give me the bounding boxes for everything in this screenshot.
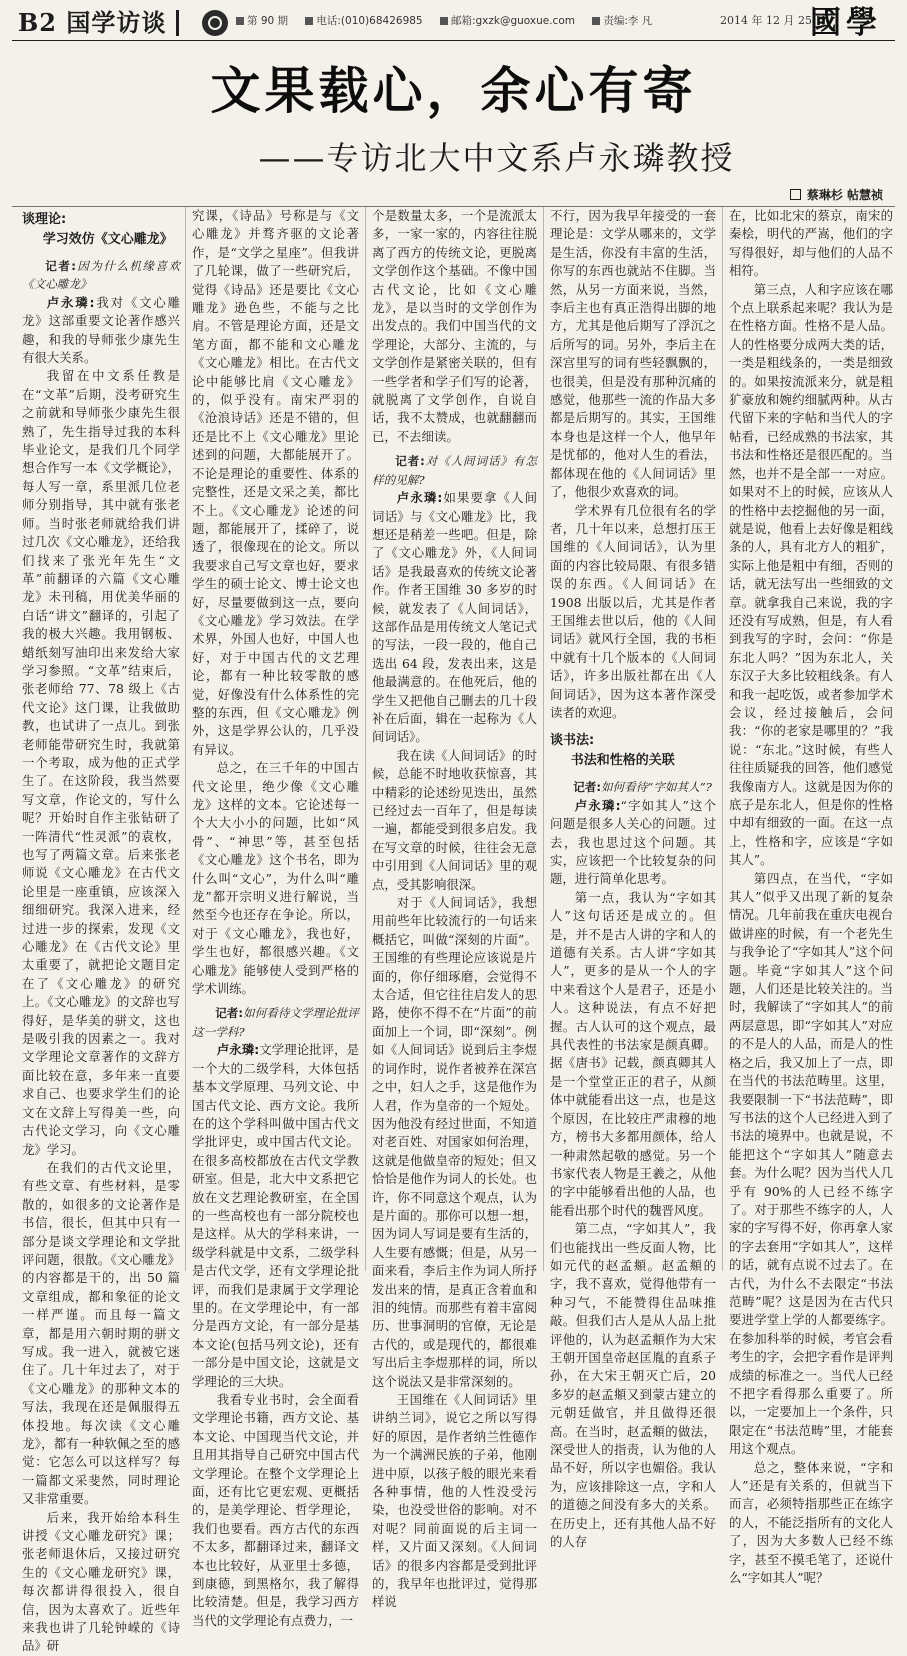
interviewer-question: 记者:因为什么机缘喜欢《文心雕龙》: [22, 259, 180, 292]
interviewer-question: 记者:如何看待“字如其人”?: [573, 780, 712, 795]
masthead-logo: 國學: [810, 5, 882, 41]
column-1: [22, 207, 180, 1654]
paragraph: 不行，因为我早年接受的一套理论是：文学从哪来的，文学是生活，你没有丰富的生活，你写的东西也就站不住脚。当然，从另一方面来说，当然，李后主也有真正浩得出脚的地方，尤其是他后期写了浮沉之后所写的词。另外，李后主在深宫里写的词有些轻飘飘的，也很美，但是没有那种沉痛的感觉，他那些一流的作品大多都是后期写的。其实，王国维本身也是这样一个人，他早年是忧郁的，他对人生的看法，都体现在他的《人间词话》里了，他很少欢喜欢的词。: [550, 208, 716, 500]
paragraph: 在，比如北宋的蔡京，南宋的秦桧，明代的严嵩，他们的字写得很好，却与他们的人品不相符。: [729, 208, 893, 279]
paragraph: 我在读《人间词话》的时候，总能不时地收获惊喜，其中精彩的论述纷见迭出，虽然已经过去一百年了，但是每读一遍，都能受到很多启发。我在写文章的时候，往往会无意中引用到《人间词话》里的观点，受其影响很深。: [372, 747, 537, 892]
column-divider: [365, 207, 366, 1271]
seal-icon: [202, 10, 228, 36]
column-divider: [543, 207, 544, 1271]
paragraph: 对于《人间词话》，我想用前些年比较流行的一句话来概括它，叫做“深刻的片面”。王国维的有些理论应该说是片面的，你仔细琢磨，会觉得不太合适，但它往往启发人的思路，使你不得不在“片面”的前面加上一个词，即“深刻”。例如《人间词话》说到后主李煜的词作时，说作者被养在深宫之中，妇人之手，这是他作为人君，作为皇帝的一个短处。因为他没有经过世面，不知道对老百姓、对国家如何治理，这就是他做皇帝的短处；但又恰恰是他作为词人的长处。也许，你不同意这个观点，认为是片面的。那你可以想一想，因为词人写词是要有生活的，人生要有感慨；但是，从另一面来看，李后主作为词人所抒发出来的情，是真正含着血和泪的纯情。而那些有着丰富阅历、世事洞明的官僚，无论是古代的，或是现代的，都很难写出后主李煜那样的词，所以这个说法又是非常深刻的。: [372, 895, 537, 1389]
paragraph: 第二点，“字如其人”，我们也能找出一些反面人物，比如元代的赵孟頫。赵孟頫的字，我不喜欢，觉得他带有一种习气，不能赞得住品味推敲。但我们古人是从人品上批评他的，认为赵孟頫作为大宋王朝开国皇帝赵匡胤的直系子孙，在大宋王朝灭亡后，20 多岁的赵孟頫又到蒙古建立的元朝廷做官，并且做得还很高。在当时，赵孟頫的做法，深受世人的指责，认为他的人品不好，所以字也媚俗。我认为，应该排除这一点，字和人的道德之间没有多大的关系。在历史上，还有其他人品不好的人存: [550, 1221, 716, 1550]
column-2: [192, 207, 359, 1628]
email-address: 邮箱:gxzk@guoxue.com: [440, 15, 575, 27]
paragraph: 后来，我开始给本科生讲授《文心雕龙研究》课；张老师退休后，又接过研究生的《文心雕龙研究》课，每次都讲得很投入，很自信，因为太喜欢了。近些年来我也讲了几轮钟嵘的《诗品》研: [22, 1509, 180, 1654]
paragraph: 第三点，人和字应该在哪个点上联系起来呢？我认为是在性格方面。性格不是人品。人的性格要分成两大类的话，一类是粗线条的，一类是细致的。如果按流派来分，就是粗犷豪放和婉约细腻两种。从古代留下来的字帖和当代人的字帖看，已经成熟的书法家，其书法和性格还是很匹配的。当然，也并不是全部一一对应。如果对不上的时候，应该从人的性格中去挖掘他的另一面，就是说，他看上去好像是粗线条的人，具有北方人的粗犷，实际上他是粗中有细，否则的话，就无法写出一些细致的文章。就拿我自己来说，我的字还没有写成熟，但是，有人看到我写的字时，会问：“你是东北人吗？”因为东北人，关东汉子大多比较粗线条。有人和我一起吃饭，或者参加学术会议，经过接触后，会问我：“你的老家是哪里的？”我说：“东北。”这时候，有些人往往质疑我的回答，他们感觉我像南方人。这就是因为你的底子是东北人，但是你的性格中却有细致的一面。在这一点上，性格和字，应该是“字如其人”。: [729, 281, 893, 868]
paragraph: 第四点，在当代，“字如其人”似乎又出现了新的复杂情况。几年前我在重庆电视台做讲座的时候，有一个老先生与我争论了“字如其人”这个问题。毕竟“字如其人”这个问题，人们还是比较关注的。当时，我解读了“字如其人”的前两层意思，即“字如其人”对应的不是人的人品，而是人的性格之后，我又加上了一点，即在当代的书法范畴里。这里，我要限制一下“书法范畴”，即写书法的这个人已经进入到了书法的境界中。也就是说，不能把这个“字如其人”随意去套。为什么呢？因为当代人几乎有 90%的人已经不练字了。对于那些不练字的人，人家的字写得不好，你再拿人家的字去套用“字如其人”，这样的话，就有点说不过去了。在古代，为什么不去限定“书法范畴”呢？这是因为在古代只要进学堂上学的人都要练字。在参加科举的时候，考官会看考生的字，会把字看作是评判成绩的标准之一。当代人已经不把字看得那么重要了。所以，一定要加上一个条件，只限定在“书法范畴”里，才能套用这个观点。: [729, 870, 893, 1457]
column-4: [550, 207, 716, 1550]
paragraph: 学术界有几位很有名的学者，几十年以来，总想打压王国维的《人间词话》，认为里面的内容比较局限、有很多错误的东西。《人间词话》在 1908 出版以后，尤其是作者王国维去世以后，他的《人间词话》就风行全国，我的书柜中就有十几个版本的《人间词话》，许多出版社都在出《人间词话》，因为这本著作深受读者的欢迎。: [550, 502, 716, 720]
paragraph: 在我们的古代文论里，有些文章、有些材料，是零散的，如很多的文论著作是书信，很长，但其中只有一部分是谈文学理论和文学批评问题，很散。《文心雕龙》的内容都是干的，出 50 篇文章组成，都和象征的论文一样严谨。而且每一篇文章，都是用六朝时期的骈文写成。我一进入，就被它迷住了。几十年过去了，对于《文心雕龙》的那种文本的写法，我现在还是佩服得五体投地。每次读《文心雕龙》，都有一种软佩之至的感觉：它怎么可以这样写？每一篇都文采斐然，同时理论又非常重要。: [22, 1159, 180, 1507]
editor-name: 责编:李 凡: [592, 15, 652, 27]
page-section-label: B2 国学访谈: [18, 6, 179, 40]
column-3: [372, 207, 537, 1610]
issue-date: 2014 年 12 月 25 日: [720, 14, 827, 27]
interviewee-answer: 卢永璘:文学理论批评，是一个大的二级学科，大体包括基本文学原理、马列文论、中国古代文论、西方文论。我所在的这个学科叫做中国古代文学批评史，或中国古代文论。在很多高校都放在古代文学教研室。但是，北大中文系把它放在文艺理论教研室，在全国的一些高校也有一部分院校也是这样。从大的学科来讲，一级学科就是中文系，二级学科是古代文学，还有文学理论批评，而我们是隶属于文学理论里的。在文学理论中，有一部分是西方文论，有一部分是基本文论(包括马列文论)，还有一部分是中国文论，这就是文学理论的三大块。: [192, 1042, 359, 1389]
paragraph: 究课，《诗品》号称是与《文心雕龙》并骛齐驱的文论著作，是“文学之星座”。但我讲了几轮课，做了一些研究后，觉得《诗品》还是要比《文心雕龙》逊色些，不能与之比肩。不管是理论方面，还是文笔方面，都不能和文心雕龙《文心雕龙》相比。在古代文论中能够比肩《文心雕龙》的，似乎没有。南宋严羽的《沧浪诗话》还是不错的，但还是比不上《文心雕龙》里论述到的问题，大都能展开了。不论是理论的重要性、体系的完整性，还是文采之美，都比不上。《文心雕龙》论述的问题，都能展开了，揉碎了，说透了，很像现在的论文。所以我要求自己写文章也好，要求学生的硕士论文、博士论文也好，尽量要做到这一点，要向《文心雕龙》学习效法。在学术界，外国人也好，中国人也好，对于中国古代的文艺理论，都有一种比较零散的感觉，好像没有什么体系性的完整的东西，但《文心雕龙》例外，这是学界公认的，几乎没有异议。: [192, 208, 359, 757]
byline-authors: 蔡琳杉 帖慧祯: [806, 188, 883, 202]
article-subtitle: ——专访北大中文系卢永璘教授: [258, 139, 735, 177]
phone-number: 电话:(010)68426985: [305, 15, 422, 27]
interviewee-answer: 卢永璘:我对《文心雕龙》这部重要文论著作感兴趣，和我的导师张少康先生有很大关系。: [22, 294, 180, 366]
column-divider: [722, 207, 723, 1271]
section-heading: 谈书法: 书法和性格的关联: [550, 733, 675, 769]
article-title: 文果载心，余心有寄: [210, 62, 697, 120]
header-meta: [236, 14, 666, 28]
byline: [790, 187, 883, 203]
paragraph: 王国维在《人间词话》里讲纳兰词》，说它之所以写得好的原因，是作者纳兰性德作为一个满洲民族的子弟，他刚进中原，以孩子般的眼光来看各种事情，他的人性没受污染，也没受世俗的影响。对不对呢？同前面说的后主词一样，又片面又深刻。《人间词话》的很多内容都是受到批评的，我早年也批评过，觉得那样说: [372, 1392, 537, 1610]
paragraph: 个是数量太多，一个是流派太多，一家一家的，内容往往脱离了西方的传统文论，更脱离文学创作这个基础。不像中国古代文论，比如《文心雕龙》，是以当时的文学创作为出发点的。我们中国当代的文学理论，大部分、主流的，与文学创作是紧密关联的，但有一些学者和学子们写的论著，就脱离了文学创作，自说自话，我不太赞成，也就翻翻而已，不去细读。: [372, 208, 537, 444]
interviewer-question: 记者:如何看待文学理论批评这一学科?: [192, 1006, 359, 1039]
interviewee-answer: 卢永璘:“字如其人”这个问题是很多人关心的问题。过去，我也思过这个问题。其实，应该把一个比较复杂的问题，进行简单化思考。: [550, 797, 716, 887]
byline-box-icon: [790, 189, 801, 200]
interviewee-answer: 卢永璘:如果要拿《人间词话》与《文心雕龙》比，我想还是稍差一些吧。但是，除了《文心雕龙》外，《人间词话》是我最喜欢的传统文论著作。作者王国维 30 多岁的时候，就发表了《人间词话》，这部作品是用传统文人笔记式的写法，一段一段的，他自己选出 64 段，发表出来，这是他最满意的。在他死后，他的学生又把他自己删去的几十段补在后面，辑在一起称为《人间词话》。: [372, 490, 537, 745]
issue-number: 第 90 期: [236, 15, 288, 27]
interviewer-question: 记者:对《人间词话》有怎样的见解?: [372, 454, 537, 487]
column-divider: [185, 207, 186, 1271]
paragraph: 第一点，我认为“字如其人”这句话还是成立的。但是，并不是古人讲的字和人的道德有关系。古人讲“字如其人”，更多的是从一个人的字中来看这个人是君子，还是小人。这种说法，有点不好把握。古人认可的这个观点，最具代表性的书法家是颜真卿。据《唐书》记载，颜真卿其人是一个堂堂正正的君子，从颜体中就能看出这一点，也是这个原因，在比较庄严肃穆的地方，榜书大多都用颜体，给人一种肃然起敬的感觉。另一个书家代表人物是王羲之，从他的字中能够看出他的人品，也能看出那个时代的魏晋风度。: [550, 889, 716, 1218]
header-rule: [12, 40, 895, 41]
paragraph: 总之，在三千年的中国古代文论里，绝少像《文心雕龙》这样的文本。它论述每一个大大小小的问题，比如“风骨”、“神思”等，甚至包括《文心雕龙》这个书名，即为什么叫“文心”，为什么叫“雕龙”都开宗明义进行解说，当然至今也还存在争论。所以，对于《文心雕龙》，我也好，学生也好，都很感兴趣。《文心雕龙》能够使人受到严格的学术训练。: [192, 760, 359, 997]
column-5: [729, 207, 893, 1586]
paragraph: 我留在中文系任教是在“文革”后期，没考研究生之前就和导师张少康先生很熟了，先生指导过我的本科毕业论文，是我们几个同学想合作写一本《文学概论》，每人写一章，系里派几位老师分别指导，其中就有张老师。当时张老师就给我们讲过几次《文心雕龙》，还给我们找来了张光年先生“文革”前翻译的六篇《文心雕龙》未刊稿，用优美华丽的白话“讲文”翻译的，引起了我的极大兴趣。我用钢板、蜡纸刻写油印出来发给大家学习参照。“文革”结束后，张老师给 77、78 级上《古代文论》这门课，让我做助教，也试讲了一点儿。到张老师能带研究生时，我就第一个考取，成为他的正式学生了。在这阶段，我当然要写文章，作论文的，写什么呢？开始时自作主张钻研了一阵清代“性灵派”的袁枚，也写了两篇文章。后来张老师说《文心雕龙》在古代文论里是一座重镇，应该深入细细研究。我深入进来，经过进一步的探索，发现《文心雕龙》在《古代文论》里太重要了，就把论文题目定在了《文心雕龙》的研究上。《文心雕龙》的文辞也写得好，是华美的骈文，这也是吸引我的因素之一。我对文学理论文章著作的文辞方面比较在意，多年来一直要求自己、也要求学生们的论文在文辞上写得美一些，向古代论文学习，向《文心雕龙》学习。: [22, 368, 180, 1157]
section-heading: 谈理论: 学习效仿《文心雕龙》: [22, 212, 173, 247]
paragraph: 我看专业书时，会全面看文学理论书籍，西方文论、基本文论、中国现当代文论，并且用其指导自己研究中国古代文学理论。在整个文学理论上面，还有比它更宏观、更概括的，是美学理论、哲学理论，我们也要看。西方古代的东西不太多，都翻译过来，翻译文本也比较好，从亚里士多德，到康德，到黑格尔，我了解得比较清楚。但是，我学习西方当代的文学理论有点费力，一: [192, 1392, 359, 1628]
page-header: [12, 6, 895, 40]
paragraph: 总之，整体来说，“字和人”还是有关系的，但就当下而言，必须特指那些正在练字的人，不能泛指所有的文化人了，因为大多数人已经不练字，甚至不摸毛笔了，还说什么“字如其人”呢？: [729, 1459, 893, 1586]
